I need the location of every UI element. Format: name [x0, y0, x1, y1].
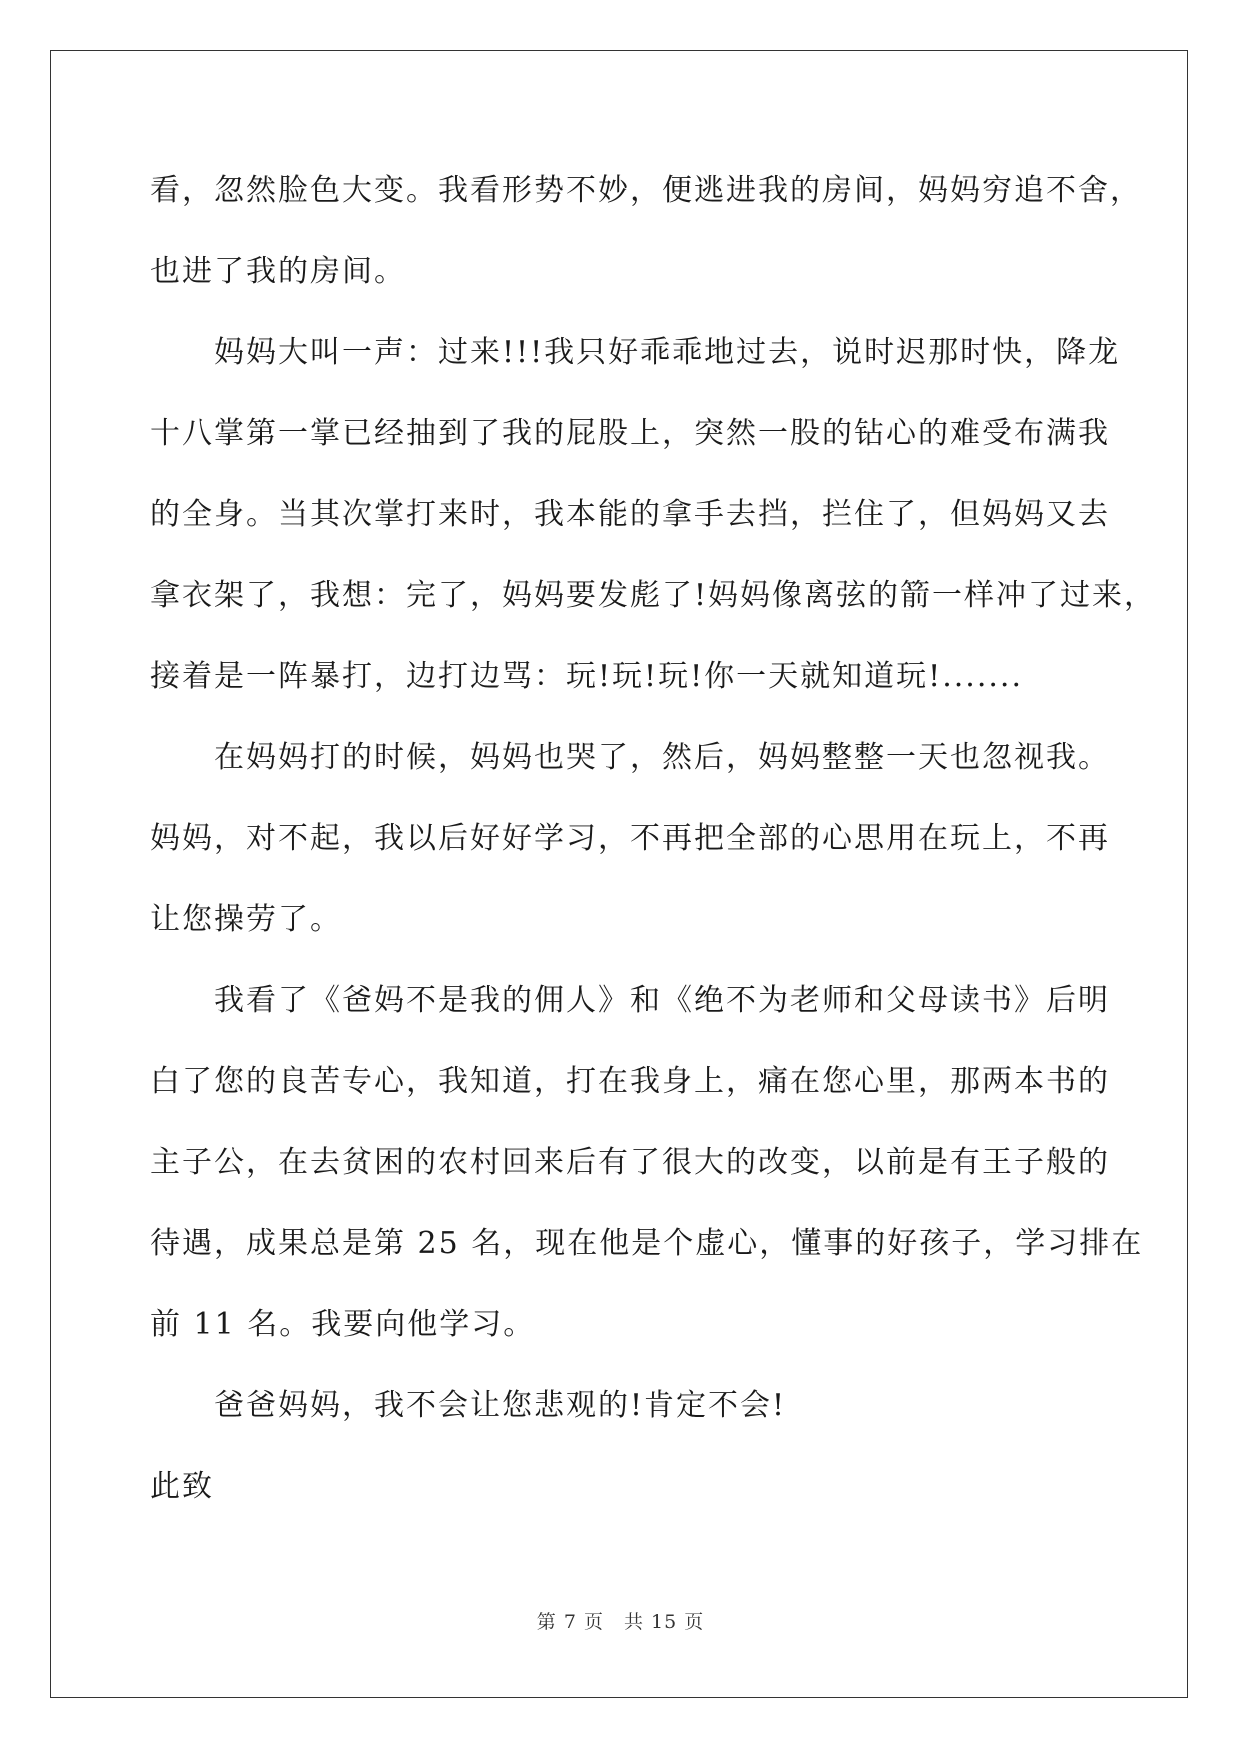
text-line: 十八掌第一掌已经抽到了我的屁股上，突然一股的钻心的难受布满我: [150, 416, 1110, 451]
text-line: 前 11 名。我要向他学习。: [150, 1307, 536, 1342]
page-footer: [0, 1607, 1241, 1634]
page-total: 共 15 页: [623, 1611, 705, 1633]
letter-body: [150, 150, 1157, 1527]
text-line: 也进了我的房间。: [150, 254, 406, 289]
page-number: 第 7 页: [536, 1611, 604, 1633]
paragraph-start-line: 在妈妈打的时候，妈妈也哭了，然后，妈妈整整一天也忽视我。: [214, 740, 1110, 775]
paragraph-start-line: 妈妈大叫一声：过来!!!我只好乖乖地过去，说时迟那时快，降龙: [214, 335, 1121, 370]
text-line: 接着是一阵暴打，边打边骂：玩!玩!玩!你一天就知道玩!.......: [150, 659, 1023, 694]
text-line: 主子公，在去贫困的农村回来后有了很大的改变，以前是有王子般的: [150, 1145, 1110, 1180]
text-line: 看，忽然脸色大变。我看形势不妙，便逃进我的房间，妈妈穷追不舍，: [150, 173, 1142, 208]
paragraph-start-line: 我看了《爸妈不是我的佣人》和《绝不为老师和父母读书》后明: [214, 983, 1110, 1018]
closing-line: 此致: [150, 1469, 214, 1504]
text-line: 拿衣架了，我想：完了，妈妈要发彪了!妈妈像离弦的箭一样冲了过来，: [150, 578, 1157, 613]
text-line: 白了您的良苦专心，我知道，打在我身上，痛在您心里，那两本书的: [150, 1064, 1110, 1099]
text-line: 妈妈，对不起，我以后好好学习，不再把全部的心思用在玩上，不再: [150, 821, 1110, 856]
paragraph-start-line: 爸爸妈妈，我不会让您悲观的!肯定不会!: [214, 1388, 787, 1423]
text-line: 的全身。当其次掌打来时，我本能的拿手去挡，拦住了，但妈妈又去: [150, 497, 1110, 532]
text-line: 待遇，成果总是第 25 名，现在他是个虚心，懂事的好孩子，学习排在: [150, 1226, 1144, 1261]
text-line: 让您操劳了。: [150, 902, 342, 937]
